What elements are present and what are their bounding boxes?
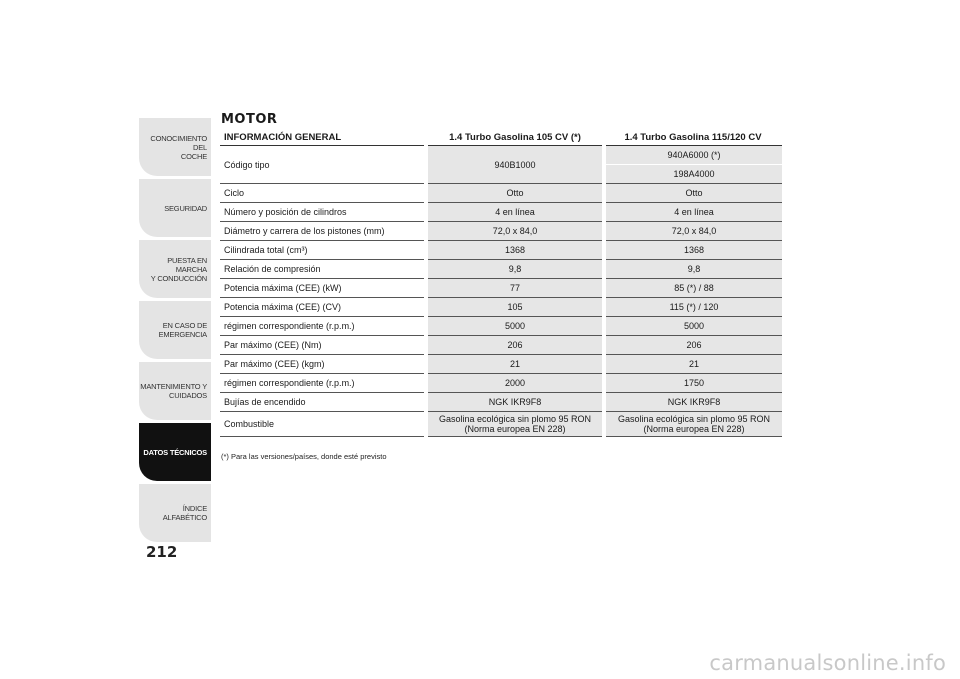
row-label: Ciclo [220,184,426,203]
cell-line: (Norma europea EN 228) [643,424,745,434]
row-label: Combustible [220,412,426,437]
cell-value: 115 (*) / 120 [604,298,782,317]
table-row [220,298,782,317]
row-label: Relación de compresión [220,260,426,279]
table-header-row [220,130,782,146]
cell-value: 85 (*) / 88 [604,279,782,298]
cell-value: NGK IKR9F8 [604,393,782,412]
tab-en-caso-de-emergencia[interactable] [139,301,211,359]
header-engine-105: 1.4 Turbo Gasolina 105 CV (*) [426,130,604,146]
cell-value: 1368 [426,241,604,260]
table-row [220,317,782,336]
cell-value: 5000 [426,317,604,336]
cell-value: 77 [426,279,604,298]
row-label: Número y posición de cilindros [220,203,426,222]
table-row [220,374,782,393]
row-label: régimen correspondiente (r.p.m.) [220,374,426,393]
table-row [220,279,782,298]
table-row [220,336,782,355]
watermark: carmanualsonline.info [709,651,946,675]
cell-value: NGK IKR9F8 [426,393,604,412]
cell-value [426,412,604,437]
cell-value: Otto [426,184,604,203]
tab-label: MANTENIMIENTO Y CUIDADOS [140,382,207,400]
table-row-fuel [220,412,782,437]
cell-value: 940B1000 [426,146,604,184]
row-label: Par máximo (CEE) (Nm) [220,336,426,355]
cell-value: 72,0 x 84,0 [426,222,604,241]
tab-label: PUESTA EN MARCHA Y CONDUCCIÓN [150,255,207,283]
row-label: Potencia máxima (CEE) (CV) [220,298,426,317]
cell-value: 4 en línea [604,203,782,222]
tab-seguridad[interactable] [139,179,211,237]
cell-value: 2000 [426,374,604,393]
cell-line: Gasolina ecológica sin plomo 95 RON [617,414,771,424]
tab-label: SEGURIDAD [164,203,207,213]
table-row [220,393,782,412]
cell-value: 4 en línea [426,203,604,222]
header-general-info: INFORMACIÓN GENERAL [220,130,426,146]
cell-value: 21 [426,355,604,374]
tab-label: ÍNDICE ALFABÉTICO [162,504,207,522]
cell-value: 72,0 x 84,0 [604,222,782,241]
tab-puesta-en-marcha[interactable] [139,240,211,298]
row-label: Potencia máxima (CEE) (kW) [220,279,426,298]
cell-value: 21 [604,355,782,374]
tab-mantenimiento[interactable] [139,362,211,420]
table-row [220,203,782,222]
row-label: Cilindrada total (cm³) [220,241,426,260]
footnote: (*) Para las versiones/países, donde esté previsto [221,452,387,461]
tab-indice-alfabetico[interactable] [139,484,211,542]
table-row [220,241,782,260]
table-row-code [220,146,782,184]
cell-value: 105 [426,298,604,317]
cell-value: 1368 [604,241,782,260]
cell-value: 9,8 [426,260,604,279]
cell-subvalue: 940A6000 (*) [606,146,782,165]
row-label: Diámetro y carrera de los pistones (mm) [220,222,426,241]
row-label: Bujías de encendido [220,393,426,412]
row-label: régimen correspondiente (r.p.m.) [220,317,426,336]
cell-value: 206 [604,336,782,355]
header-engine-115-120: 1.4 Turbo Gasolina 115/120 CV [604,130,782,146]
cell-line: (Norma europea EN 228) [464,424,566,434]
table-row [220,355,782,374]
cell-value: 9,8 [604,260,782,279]
cell-value [604,412,782,437]
cell-subvalue: 198A4000 [673,169,715,179]
tab-conocimiento-del-coche[interactable] [139,118,211,176]
cell-value: 1750 [604,374,782,393]
cell-value: 5000 [604,317,782,336]
table-row [220,260,782,279]
row-label: Código tipo [220,146,426,184]
page-number: 212 [146,543,178,561]
table-row [220,184,782,203]
tab-datos-tecnicos[interactable] [139,423,211,481]
cell-value: Otto [604,184,782,203]
engine-specs-table [220,130,782,437]
section-title: MOTOR [221,112,278,127]
tab-label: DATOS TÉCNICOS [143,447,207,457]
table-row [220,222,782,241]
cell-line: Gasolina ecológica sin plomo 95 RON [438,414,592,424]
row-label: Par máximo (CEE) (kgm) [220,355,426,374]
tab-label: CONOCIMIENTO DEL COCHE [150,133,207,161]
cell-value-split [604,146,782,184]
cell-value: 206 [426,336,604,355]
tab-label: EN CASO DE EMERGENCIA [158,321,207,339]
